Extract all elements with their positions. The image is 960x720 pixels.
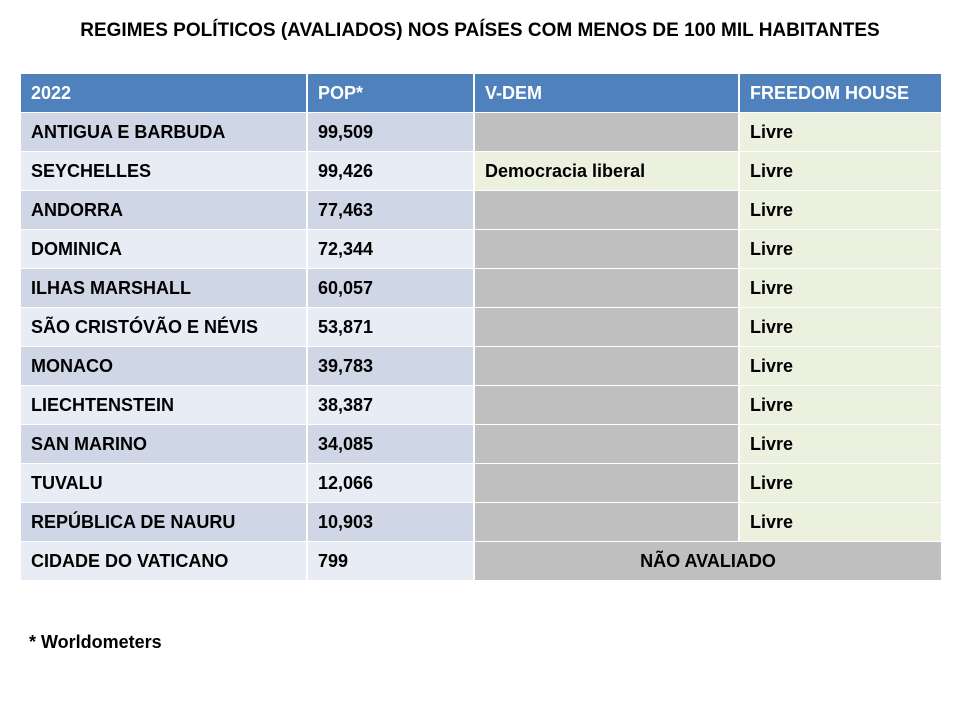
pop-cell: 99,426 bbox=[307, 152, 474, 191]
vdem-cell bbox=[474, 425, 739, 464]
country-cell: SAN MARINO bbox=[20, 425, 307, 464]
pop-cell: 72,344 bbox=[307, 230, 474, 269]
pop-cell: 799 bbox=[307, 542, 474, 581]
country-cell: MONACO bbox=[20, 347, 307, 386]
freedom-house-cell: Livre bbox=[739, 386, 942, 425]
header-year: 2022 bbox=[20, 74, 307, 113]
country-cell: REPÚBLICA DE NAURU bbox=[20, 503, 307, 542]
pop-cell: 10,903 bbox=[307, 503, 474, 542]
vdem-cell bbox=[474, 464, 739, 503]
pop-cell: 39,783 bbox=[307, 347, 474, 386]
header-freedom-house: FREEDOM HOUSE bbox=[739, 74, 942, 113]
pop-cell: 34,085 bbox=[307, 425, 474, 464]
vdem-cell bbox=[474, 191, 739, 230]
freedom-house-cell: Livre bbox=[739, 269, 942, 308]
table-row bbox=[20, 308, 942, 347]
table-row bbox=[20, 347, 942, 386]
country-cell: ILHAS MARSHALL bbox=[20, 269, 307, 308]
freedom-house-cell: Livre bbox=[739, 191, 942, 230]
header-pop: POP* bbox=[307, 74, 474, 113]
table-row-vatican bbox=[20, 542, 942, 581]
regimes-table bbox=[19, 73, 943, 581]
table-row bbox=[20, 269, 942, 308]
table-header-row bbox=[20, 74, 942, 113]
table-row bbox=[20, 386, 942, 425]
country-cell: ANDORRA bbox=[20, 191, 307, 230]
table-row bbox=[20, 152, 942, 191]
table-row bbox=[20, 464, 942, 503]
pop-cell: 12,066 bbox=[307, 464, 474, 503]
country-cell: TUVALU bbox=[20, 464, 307, 503]
vdem-cell bbox=[474, 230, 739, 269]
vdem-cell bbox=[474, 269, 739, 308]
table-row bbox=[20, 503, 942, 542]
table-body bbox=[20, 113, 942, 581]
table-row bbox=[20, 425, 942, 464]
pop-cell: 77,463 bbox=[307, 191, 474, 230]
country-cell: DOMINICA bbox=[20, 230, 307, 269]
table-row bbox=[20, 191, 942, 230]
vdem-cell bbox=[474, 503, 739, 542]
pop-cell: 53,871 bbox=[307, 308, 474, 347]
pop-cell: 38,387 bbox=[307, 386, 474, 425]
freedom-house-cell: Livre bbox=[739, 152, 942, 191]
footnote: * Worldometers bbox=[29, 632, 162, 652]
country-cell: ANTIGUA E BARBUDA bbox=[20, 113, 307, 152]
pop-cell: 99,509 bbox=[307, 113, 474, 152]
vdem-cell bbox=[474, 347, 739, 386]
table-row bbox=[20, 230, 942, 269]
header-vdem: V-DEM bbox=[474, 74, 739, 113]
country-cell: SEYCHELLES bbox=[20, 152, 307, 191]
freedom-house-cell: Livre bbox=[739, 308, 942, 347]
country-cell: CIDADE DO VATICANO bbox=[20, 542, 307, 581]
vdem-cell bbox=[474, 113, 739, 152]
freedom-house-cell: Livre bbox=[739, 113, 942, 152]
freedom-house-cell: Livre bbox=[739, 230, 942, 269]
freedom-house-cell: Livre bbox=[739, 464, 942, 503]
country-cell: SÃO CRISTÓVÃO E NÉVIS bbox=[20, 308, 307, 347]
page-title: REGIMES POLÍTICOS (AVALIADOS) NOS PAÍSES COM MENOS DE 100 MIL HABITANTES bbox=[80, 20, 880, 41]
vdem-cell bbox=[474, 308, 739, 347]
not-rated-cell: NÃO AVALIADO bbox=[474, 542, 942, 581]
freedom-house-cell: Livre bbox=[739, 425, 942, 464]
freedom-house-cell: Livre bbox=[739, 347, 942, 386]
country-cell: LIECHTENSTEIN bbox=[20, 386, 307, 425]
vdem-cell: Democracia liberal bbox=[474, 152, 739, 191]
freedom-house-cell: Livre bbox=[739, 503, 942, 542]
vdem-cell bbox=[474, 386, 739, 425]
pop-cell: 60,057 bbox=[307, 269, 474, 308]
table-row bbox=[20, 113, 942, 152]
